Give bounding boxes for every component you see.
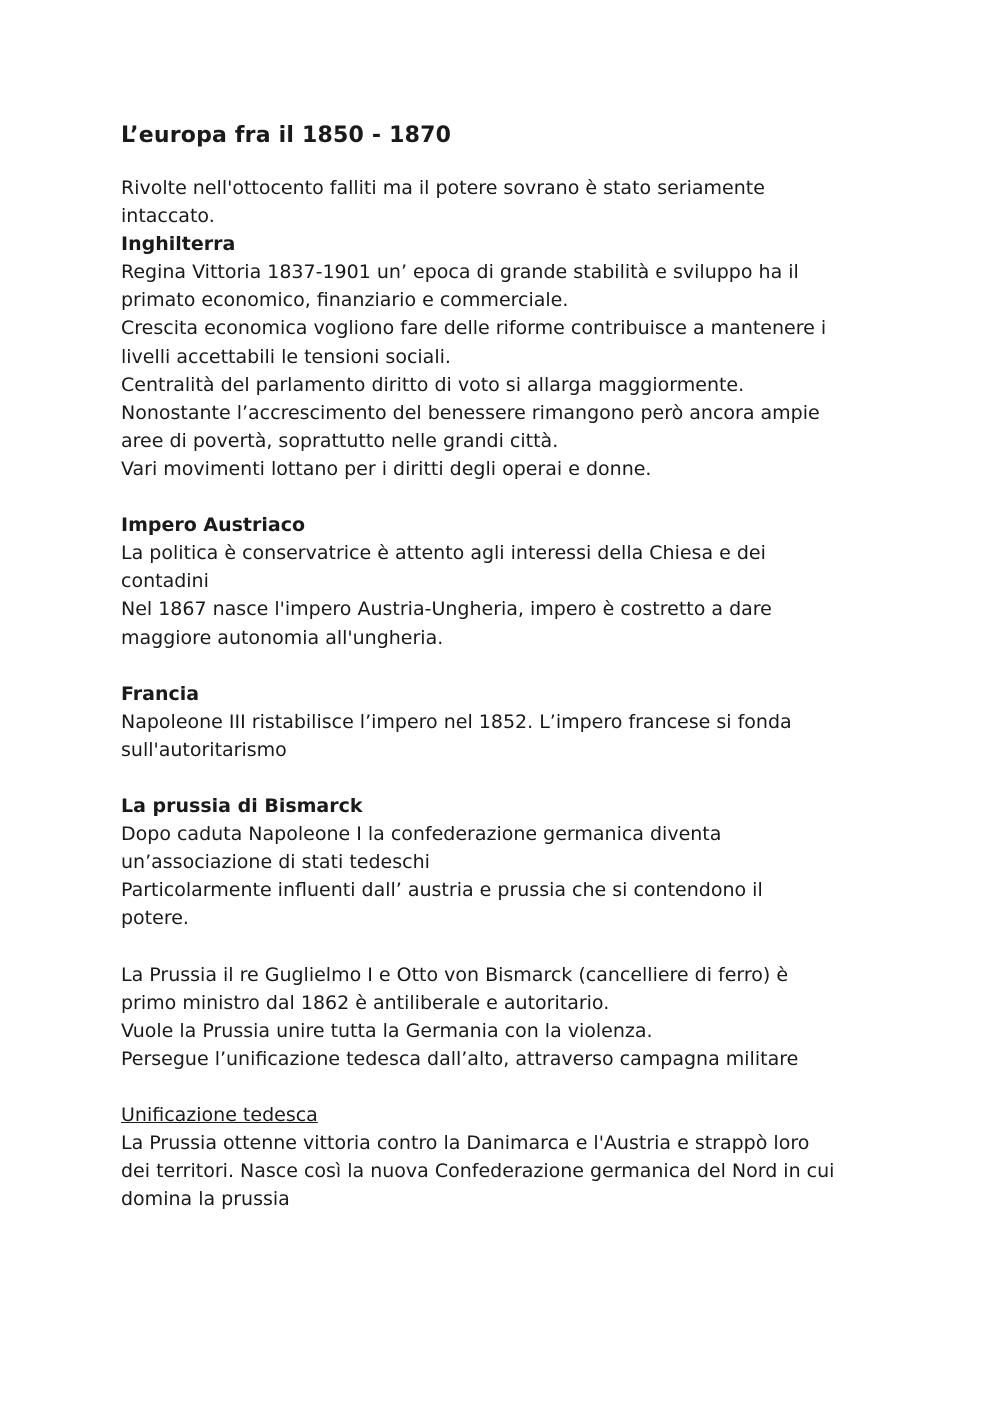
section-heading-francia: Francia: [121, 682, 200, 705]
text-line: intaccato.: [121, 205, 215, 228]
section-intro: [121, 174, 891, 230]
text-line: maggiore autonomia all'ungheria.: [121, 626, 444, 649]
page-title: L’europa fra il 1850 - 1870: [121, 123, 452, 148]
section-prussia: [121, 792, 891, 1073]
text-line: primato economico, finanziario e commerciale.: [121, 289, 569, 312]
paragraph-gap: [121, 764, 891, 792]
text-line: aree di povertà, soprattutto nelle grandi città.: [121, 429, 559, 452]
text-line: Dopo caduta Napoleone I la confederazione germanica diventa: [121, 823, 722, 846]
paragraph-gap: [121, 483, 891, 511]
text-line: Rivolte nell'ottocento falliti ma il potere sovrano è stato seriamente: [121, 177, 765, 199]
text-line: Napoleone III ristabilisce l’impero nel 1852. L’impero francese si fonda: [121, 710, 792, 733]
text-line: primo ministro dal 1862 è antiliberale e autoritario.: [121, 991, 610, 1014]
text-line: La Prussia ottenne vittoria contro la Danimarca e l'Austria e strappò loro: [121, 1132, 810, 1155]
section-francia: [121, 680, 891, 764]
text-line: Persegue l’unificazione tedesca dall’alto, attraverso campagna militare: [121, 1047, 799, 1070]
text-line: domina la prussia: [121, 1188, 290, 1211]
document-page: [121, 118, 891, 1213]
text-line: La Prussia il re Guglielmo I e Otto von Bismarck (cancelliere di ferro) è: [121, 963, 789, 986]
section-heading-austria: Impero Austriaco: [121, 514, 306, 537]
text-line: Nonostante l’accrescimento del benessere rimangono però ancora ampie: [121, 401, 820, 424]
section-impero-austriaco: [121, 511, 891, 651]
section-unificazione: [121, 1101, 891, 1213]
text-line: un’associazione di stati tedeschi: [121, 851, 430, 874]
text-line: La politica è conservatrice è attento agli interessi della Chiesa e dei: [121, 542, 766, 565]
section-inghilterra: [121, 230, 891, 483]
paragraph-gap: [121, 1073, 891, 1101]
section-heading-prussia: La prussia di Bismarck: [121, 795, 363, 818]
text-line: Vari movimenti lottano per i diritti degli operai e donne.: [121, 457, 652, 480]
text-line: dei territori. Nasce così la nuova Confederazione germanica del Nord in cui: [121, 1160, 835, 1183]
text-line: Vuole la Prussia unire tutta la Germania con la violenza.: [121, 1019, 653, 1042]
text-line: Centralità del parlamento diritto di voto si allarga maggiormente.: [121, 373, 745, 396]
paragraph-gap: [121, 652, 891, 680]
text-line: Particolarmente influenti dall’ austria e prussia che si contendono il: [121, 879, 763, 902]
section-heading-unificazione: Unificazione tedesca: [121, 1104, 318, 1127]
text-line: sull'autoritarismo: [121, 738, 287, 761]
text-line: contadini: [121, 570, 209, 593]
text-line: potere.: [121, 907, 189, 930]
text-line: Nel 1867 nasce l'impero Austria-Ungheria, impero è costretto a dare: [121, 598, 772, 621]
text-line: Crescita economica vogliono fare delle riforme contribuisce a mantenere i: [121, 317, 827, 340]
section-heading-inghilterra: Inghilterra: [121, 233, 236, 256]
text-line: Regina Vittoria 1837-1901 un’ epoca di grande stabilità e sviluppo ha il: [121, 261, 799, 284]
paragraph-gap: [121, 933, 891, 961]
text-line: livelli accettabili le tensioni sociali.: [121, 345, 451, 368]
